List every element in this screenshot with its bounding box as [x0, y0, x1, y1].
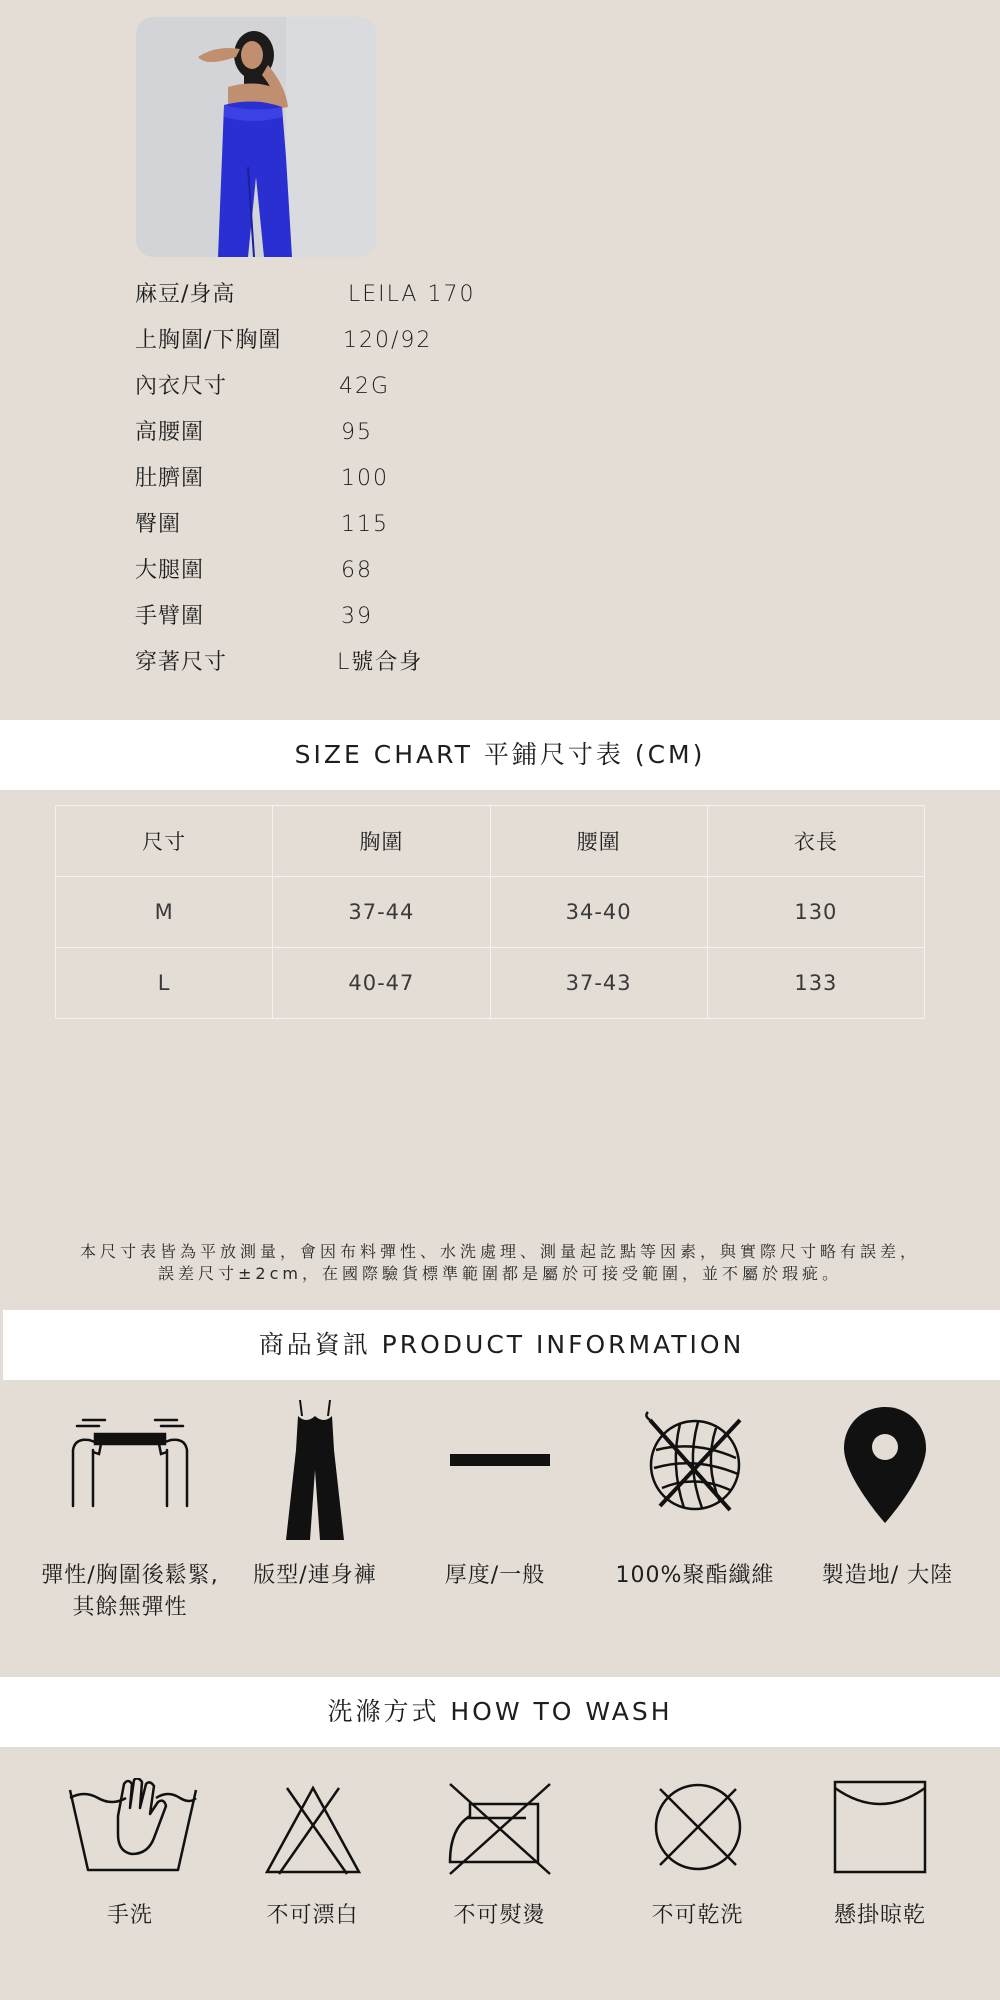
- model-row-value: 39: [341, 604, 373, 629]
- size-table: [55, 805, 925, 1019]
- model-row: [135, 278, 735, 314]
- product-info-label: 版型/連身褲: [253, 1563, 377, 1588]
- no-bleach-icon: [260, 1780, 365, 1880]
- size-note-line: 誤差尺寸±2cm，在國際驗貨標準範圍都是屬於可接受範圍，並不屬於瑕疵。: [158, 1264, 842, 1283]
- table-row: [56, 948, 925, 1019]
- wash-title: 洗滌方式 HOW TO WASH: [0, 1677, 1000, 1747]
- product-info-label-line: 其餘無彈性: [72, 1595, 188, 1620]
- model-row-value: L號合身: [337, 650, 424, 675]
- wash-label: 不可熨燙: [453, 1903, 546, 1928]
- model-row: [135, 416, 735, 452]
- column-header: 尺寸: [56, 806, 273, 877]
- model-row-value: 120/92: [343, 328, 433, 353]
- line-dry-icon: [830, 1777, 930, 1877]
- model-row-key: 肚臍圍: [135, 466, 205, 491]
- model-row-key: 臀圍: [135, 512, 182, 537]
- model-row: [135, 370, 735, 406]
- size-note-line: 本尺寸表皆為平放測量，會因布料彈性、水洗處理、測量起訖點等因素，與實際尺寸略有誤差，: [79, 1242, 920, 1261]
- product-info-title: 商品資訊 PRODUCT INFORMATION: [3, 1310, 1000, 1380]
- table-cell: 34-40: [490, 877, 707, 948]
- model-row-key: 手臂圍: [135, 604, 205, 629]
- jumpsuit-icon: [270, 1400, 360, 1540]
- product-info-label: [30, 1560, 230, 1624]
- table-cell: 133: [707, 948, 924, 1019]
- model-row-value: LEILA 170: [348, 282, 476, 307]
- size-chart-title: SIZE CHART 平鋪尺寸表 (CM): [0, 720, 1000, 790]
- model-row-key: 高腰圍: [135, 420, 205, 445]
- model-row: [135, 462, 735, 498]
- column-header: 腰圍: [490, 806, 707, 877]
- model-photo: [136, 17, 376, 257]
- product-info-label: 製造地/ 大陸: [821, 1563, 954, 1588]
- model-row: [135, 508, 735, 544]
- model-row-value: 95: [341, 420, 373, 445]
- table-row: [56, 877, 925, 948]
- model-row-key: 內衣尺寸: [135, 374, 228, 399]
- stretch-icon: [60, 1405, 200, 1515]
- no-dry-clean-icon: [648, 1777, 748, 1877]
- model-row-key: 上胸圍/下胸圍: [135, 328, 282, 353]
- model-row-value: 100: [341, 466, 389, 491]
- product-info-label: 100%聚酯纖維: [615, 1563, 775, 1588]
- table-cell: 37-43: [490, 948, 707, 1019]
- table-cell: M: [56, 877, 273, 948]
- no-iron-icon: [445, 1775, 555, 1880]
- model-row: [135, 600, 735, 636]
- column-header: 衣長: [707, 806, 924, 877]
- model-row: [135, 554, 735, 590]
- wash-label: 懸掛晾乾: [833, 1903, 926, 1928]
- table-header-row: [56, 806, 925, 877]
- model-row: [135, 324, 735, 360]
- table-cell: 37-44: [273, 877, 490, 948]
- wash-label: 手洗: [106, 1903, 153, 1928]
- hand-wash-icon: [65, 1775, 200, 1875]
- wash-label: 不可乾洗: [651, 1903, 744, 1928]
- table-cell: L: [56, 948, 273, 1019]
- product-info-label: 厚度/一般: [444, 1563, 546, 1588]
- yarn-ball-icon: [635, 1405, 755, 1525]
- model-row-value: 42G: [339, 374, 391, 399]
- product-info-label-line: 彈性/胸圍後鬆緊,: [41, 1563, 219, 1588]
- wash-label: 不可漂白: [266, 1903, 359, 1928]
- model-row-value: 68: [341, 558, 373, 583]
- size-note: [30, 1241, 970, 1285]
- column-header: 胸圍: [273, 806, 490, 877]
- model-row-value: 115: [341, 512, 389, 537]
- model-row-key: 大腿圍: [135, 558, 205, 583]
- model-row-key: 穿著尺寸: [135, 650, 228, 675]
- thickness-line-icon: [445, 1450, 555, 1470]
- model-row-key: 麻豆/身高: [135, 282, 236, 307]
- model-row: [135, 646, 735, 682]
- table-cell: 130: [707, 877, 924, 948]
- location-pin-icon: [840, 1405, 930, 1525]
- table-cell: 40-47: [273, 948, 490, 1019]
